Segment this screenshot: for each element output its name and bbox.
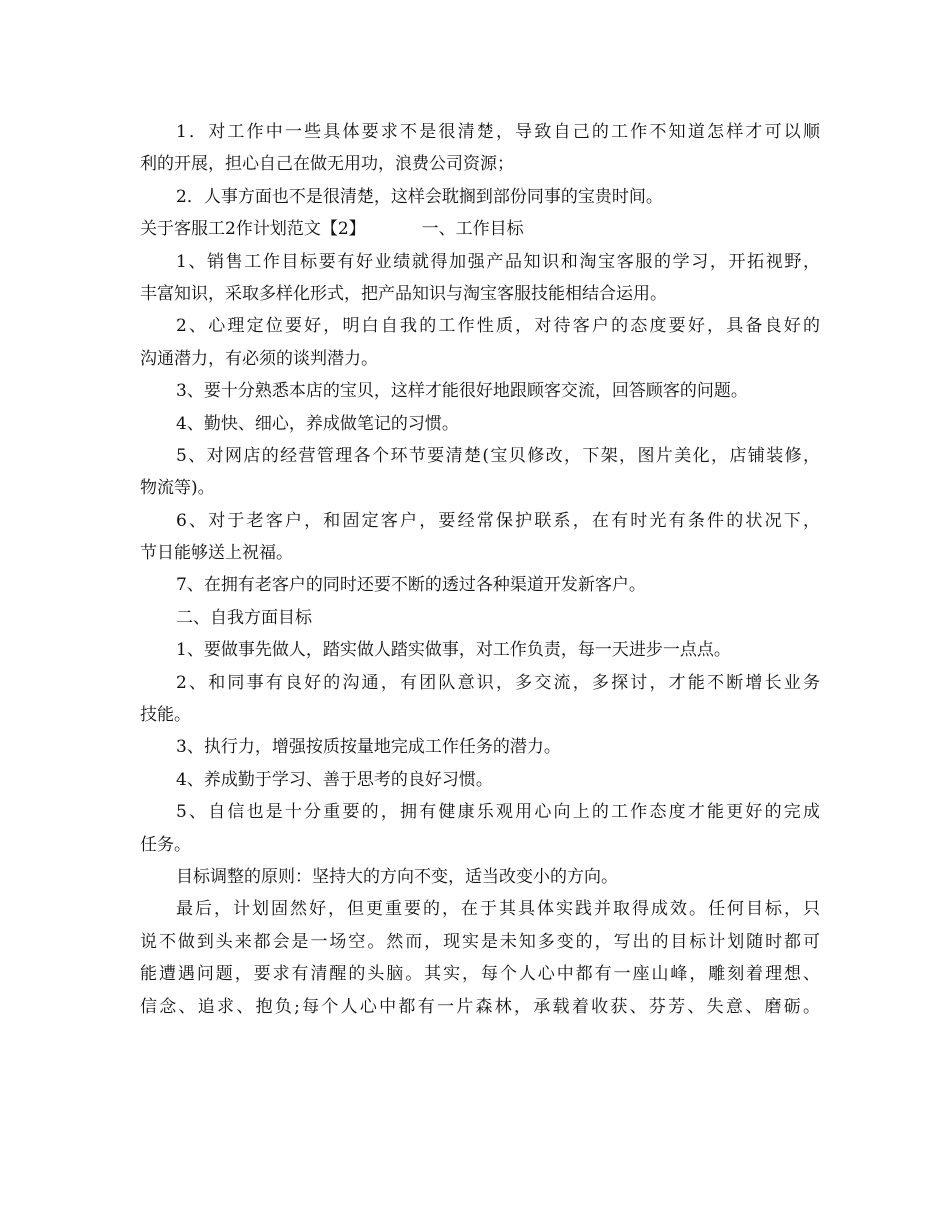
- paragraph-line: 最后，计划固然好，但更重要的，在于其具体实践并取得成效。任何目标，只: [176, 899, 820, 920]
- paragraph-line: 信念、追求、抱负;每个人心中都有一片森林，承载着收获、芬芳、失意、磨砺。: [140, 996, 820, 1017]
- paragraph-line: 技能。: [140, 705, 191, 726]
- paragraph-line: 任务。: [140, 834, 191, 855]
- paragraph-line: 利的开展，担心自己在做无用功，浪费公司资源；: [140, 154, 514, 175]
- paragraph-line: 2．人事方面也不是很清楚，这样会耽搁到部份同事的宝贵时间。: [176, 186, 663, 207]
- document-page: [140, 116, 820, 1023]
- paragraph-line: 丰富知识，采取多样化形式，把产品知识与淘宝客服技能相结合运用。: [140, 283, 667, 304]
- paragraph-line: 6、对于老客户，和固定客户，要经常保护联系，在有时光有条件的状况下，: [176, 510, 820, 531]
- paragraph-line: 5、自信也是十分重要的，拥有健康乐观用心向上的工作态度才能更好的完成: [176, 802, 820, 823]
- paragraph-line: 4、养成勤于学习、善于思考的良好习惯。: [176, 769, 493, 790]
- section-heading: 一、工作目标: [421, 219, 524, 240]
- paragraph-line: 2、和同事有良好的沟通，有团队意识，多交流，多探讨，才能不断增长业务: [176, 672, 820, 693]
- paragraph-line: 目标调整的原则：坚持大的方向不变，适当改变小的方向。: [176, 866, 618, 887]
- section-heading: 二、自我方面目标: [176, 607, 312, 628]
- paragraph-line: 5、对网店的经营管理各个环节要清楚(宝贝修改，下架，图片美化，店铺装修，: [176, 445, 820, 466]
- paragraph-line: 3、执行力，增强按质按量地完成工作任务的潜力。: [176, 737, 561, 758]
- paragraph-line: 1．对工作中一些具体要求不是很清楚，导致自己的工作不知道怎样才可以顺: [176, 122, 820, 142]
- paragraph-line: 2、心理定位要好，明白自我的工作性质，对待客户的态度要好，具备良好的: [176, 316, 820, 337]
- section-heading-line: [140, 213, 820, 245]
- paragraph-line: 3、要十分熟悉本店的宝贝，这样才能很好地跟顾客交流，回答顾客的问题。: [176, 381, 748, 402]
- paragraph-line: 1、要做事先做人，踏实做人踏实做事，对工作负责，每一天进步一点点。: [176, 640, 731, 661]
- paragraph-line: 物流等)。: [140, 478, 215, 499]
- document-title: 关于客服工2作计划范文【2】: [140, 219, 366, 240]
- paragraph-line: 7、在拥有老客户的同时还要不断的透过各种渠道开发新客户。: [176, 575, 646, 596]
- paragraph-line: 说不做到头来都会是一场空。然而，现实是未知多变的，写出的目标计划随时都可: [140, 931, 820, 952]
- paragraph-line: 1、销售工作目标要有好业绩就得加强产品知识和淘宝客服的学习，开拓视野，: [176, 251, 820, 272]
- paragraph-line: 节日能够送上祝福。: [140, 543, 293, 564]
- paragraph-line: 能遭遇问题，要求有清醒的头脑。其实，每个人心中都有一座山峰，雕刻着理想、: [140, 964, 820, 985]
- paragraph-line: 沟通潜力，有必须的谈判潜力。: [140, 348, 378, 369]
- paragraph-line: 4、勤快、细心，养成做笔记的习惯。: [176, 413, 459, 434]
